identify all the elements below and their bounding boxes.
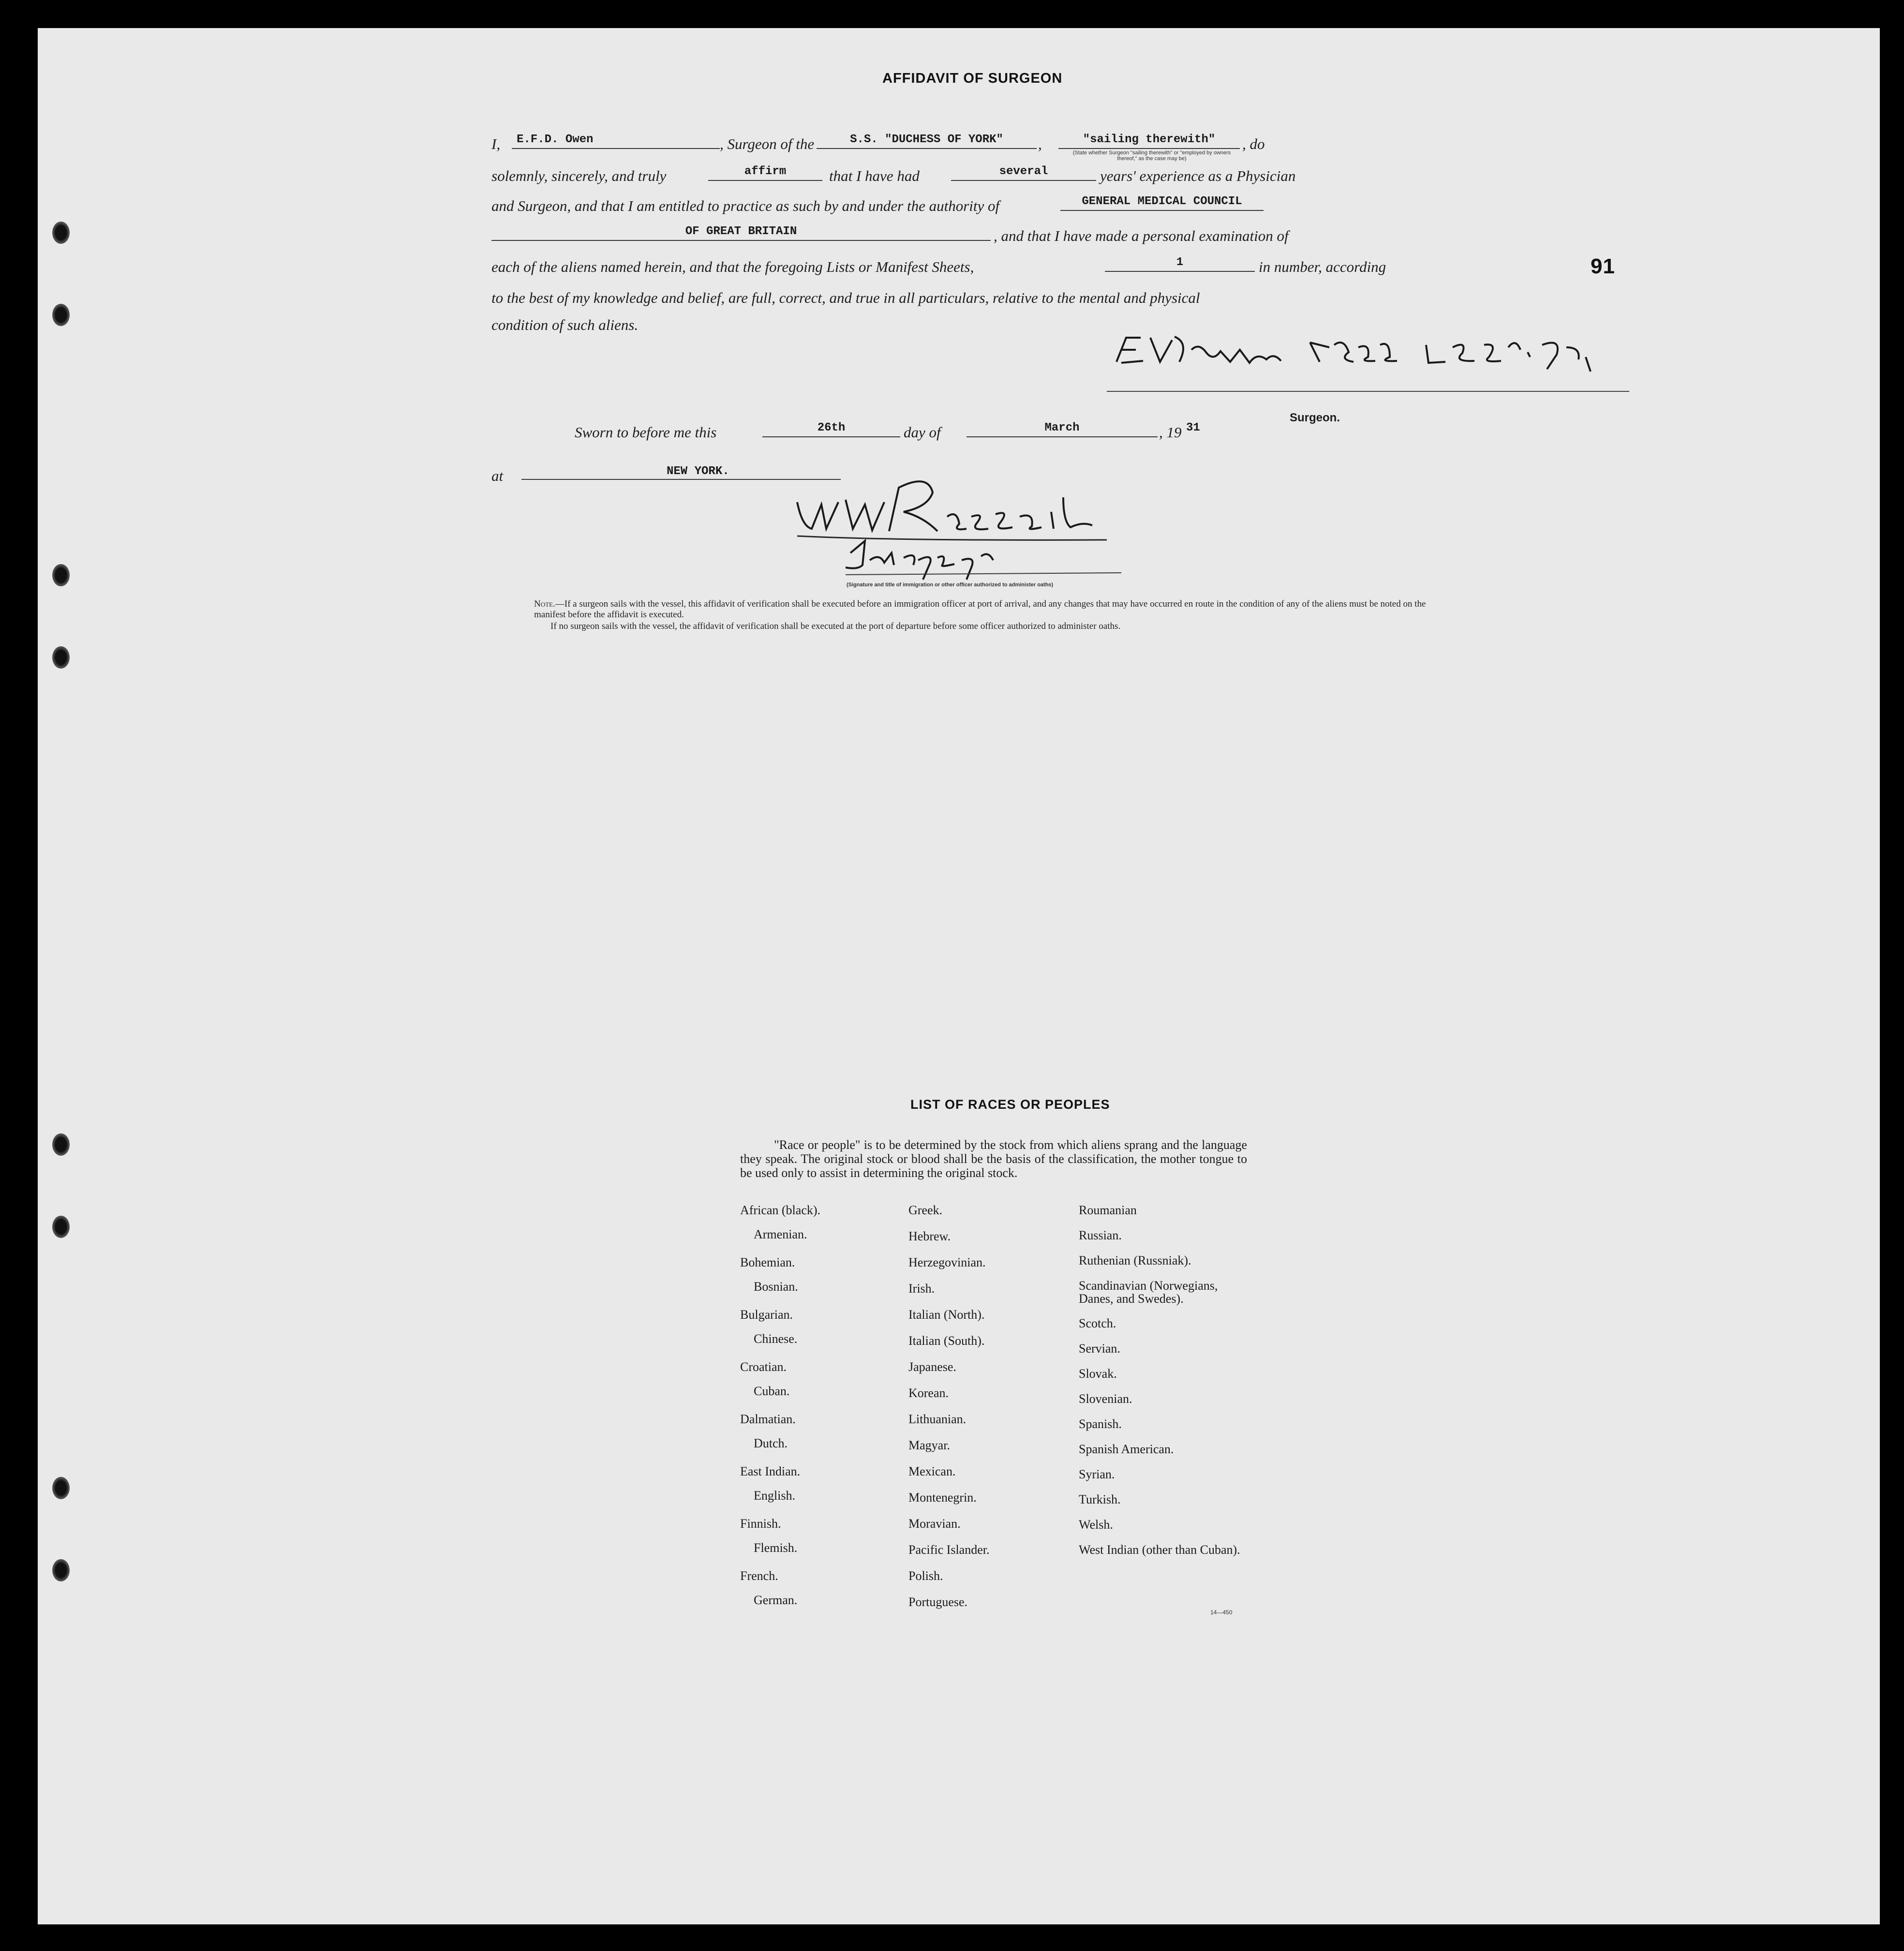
text-have-had: that I have had [829, 167, 920, 184]
note-paragraph [534, 599, 1453, 620]
races-title: LIST OF RACES OR PEOPLES [910, 1097, 1110, 1112]
race-item: Hebrew. [908, 1229, 951, 1243]
sheets-count-field: 1 [1105, 254, 1255, 272]
text-in-number: in number, according [1259, 258, 1386, 275]
race-item: West Indian (other than Cuban). [1079, 1543, 1240, 1557]
race-item: English. [754, 1489, 795, 1503]
race-item: Scotch. [1079, 1316, 1116, 1330]
race-item: Bosnian. [754, 1280, 798, 1294]
race-item: Welsh. [1079, 1518, 1113, 1532]
text-personal-examination: , and that I have made a personal examination of [994, 227, 1289, 244]
race-item: Dalmatian. [740, 1412, 796, 1426]
text-comma: , [1038, 135, 1042, 152]
text-solemnly: solemnly, sincerely, and truly [491, 167, 667, 184]
text-year-prefix: , 19 [1159, 424, 1182, 441]
sailing-status-field: "sailing therewith" [1058, 132, 1240, 149]
sworn-day-field: 26th [762, 420, 900, 437]
text-at: at [491, 467, 504, 484]
text-best-knowledge: to the best of my knowledge and belief, are full, correct, and true in all particulars, relative to the mental and physical [491, 289, 1200, 306]
race-item: Flemish. [754, 1541, 798, 1555]
race-item: French. [740, 1569, 778, 1583]
ship-name-field: S.S. "DUCHESS OF YORK" [817, 132, 1037, 149]
officer-signature-strokes [773, 468, 1141, 584]
race-item: Herzegovinian. [908, 1255, 986, 1269]
surgeon-name-field: E.F.D. Owen [512, 132, 720, 149]
officer-title-text [773, 468, 774, 469]
race-item: Spanish. [1079, 1417, 1122, 1431]
affidavit-title: AFFIDAVIT OF SURGEON [882, 71, 1063, 86]
races-intro: "Race or people" is to be determined by the stock from which aliens sprang and the language they speak. The original stock or blood shall be the basis of the classification, the mother tongue to be used only to assist in determining the original stock. [740, 1138, 1247, 1180]
race-item: Bulgarian. [740, 1308, 793, 1322]
race-item: Chinese. [754, 1332, 798, 1346]
race-item: Moravian. [908, 1517, 961, 1531]
sworn-place-field: NEW YORK. [521, 463, 841, 480]
race-item: Italian (South). [908, 1334, 985, 1348]
text-day-of: day of [904, 424, 941, 441]
race-item: Russian. [1079, 1228, 1122, 1242]
race-item: East Indian. [740, 1464, 801, 1478]
surgeon-signature [1107, 323, 1600, 381]
race-item: Turkish. [1079, 1492, 1121, 1506]
officer-caption: (Signature and title of immigration or other officer authorized to administer oaths) [847, 582, 1054, 588]
years-field: several [951, 164, 1096, 181]
text-years-experience: years' experience as a Physician [1100, 167, 1296, 184]
note-paragraph-2: If no surgeon sails with the vessel, the affidavit of verification shall be executed at the port of departure before some officer authorized to administer oaths. [550, 621, 1121, 631]
race-item: Syrian. [1079, 1467, 1115, 1481]
sailing-status-note: (State whether Surgeon "sailing therewith" or "employed by owners thereof," as the case may be) [1072, 150, 1231, 162]
surgeon-signature-line [1107, 391, 1629, 392]
race-item: Roumanian [1079, 1203, 1137, 1217]
race-item: Scandinavian (Norwegians, Danes, and Swedes). [1079, 1279, 1218, 1306]
race-item: Korean. [908, 1386, 949, 1400]
race-item: African (black). [740, 1203, 821, 1217]
race-item: Croatian. [740, 1360, 787, 1374]
race-item: Bohemian. [740, 1255, 795, 1269]
text-sworn: Sworn to before me this [575, 424, 717, 441]
race-item: Finnish. [740, 1517, 781, 1531]
text-condition: condition of such aliens. [491, 316, 639, 333]
text-surgeon-of: , Surgeon of the [720, 135, 815, 152]
race-item: Portuguese. [908, 1595, 968, 1609]
sworn-month-field: March [967, 420, 1158, 437]
authority-field-line2: OF GREAT BRITAIN [491, 223, 991, 241]
race-item: Armenian. [754, 1227, 807, 1241]
race-item: Japanese. [908, 1360, 956, 1374]
race-item: Montenegrin. [908, 1490, 977, 1504]
authority-field-line1: GENERAL MEDICAL COUNCIL [1060, 194, 1264, 211]
text-do: , do [1242, 135, 1265, 152]
race-item: Greek. [908, 1203, 943, 1217]
document-sheet [38, 28, 1880, 1924]
text-each-alien: each of the aliens named herein, and that the foregoing Lists or Manifest Sheets, [491, 258, 974, 275]
race-item: Lithuanian. [908, 1412, 967, 1426]
race-item: Slovak. [1079, 1367, 1117, 1381]
page-number: 91 [1591, 254, 1615, 278]
form-number: 14—450 [1210, 1609, 1233, 1616]
race-item: Spanish American. [1079, 1442, 1174, 1456]
text-and-surgeon: and Surgeon, and that I am entitled to practice as such by and under the authority of [491, 197, 1000, 214]
race-item: Irish. [908, 1281, 935, 1296]
officer-signature [773, 468, 1141, 584]
sworn-year-field: 31 [1186, 421, 1200, 434]
race-item: Mexican. [908, 1464, 956, 1478]
race-item: Polish. [908, 1569, 943, 1583]
race-item: Magyar. [908, 1438, 950, 1452]
race-item: Cuban. [754, 1384, 790, 1398]
race-item: Italian (North). [908, 1308, 985, 1322]
note-label: Note. [534, 599, 555, 609]
race-item: Dutch. [754, 1436, 788, 1450]
text-i: I, [491, 135, 501, 152]
surgeon-signature-strokes [1107, 323, 1600, 381]
oath-field: affirm [708, 164, 822, 181]
note-text-1: —If a surgeon sails with the vessel, this affidavit of verification shall be executed before an immigration officer at port of arrival, and any changes that may have occurred en route in the condition of any of the aliens must be noted on the manifest before the affidavit is executed. [534, 599, 1426, 620]
race-item: Servian. [1079, 1341, 1120, 1355]
race-item: Slovenian. [1079, 1392, 1132, 1406]
race-item: German. [754, 1593, 798, 1607]
race-item: Ruthenian (Russniak). [1079, 1253, 1191, 1267]
surgeon-label: Surgeon. [1290, 411, 1340, 424]
race-item: Pacific Islander. [908, 1543, 990, 1557]
affidavit-content [38, 28, 1880, 1924]
